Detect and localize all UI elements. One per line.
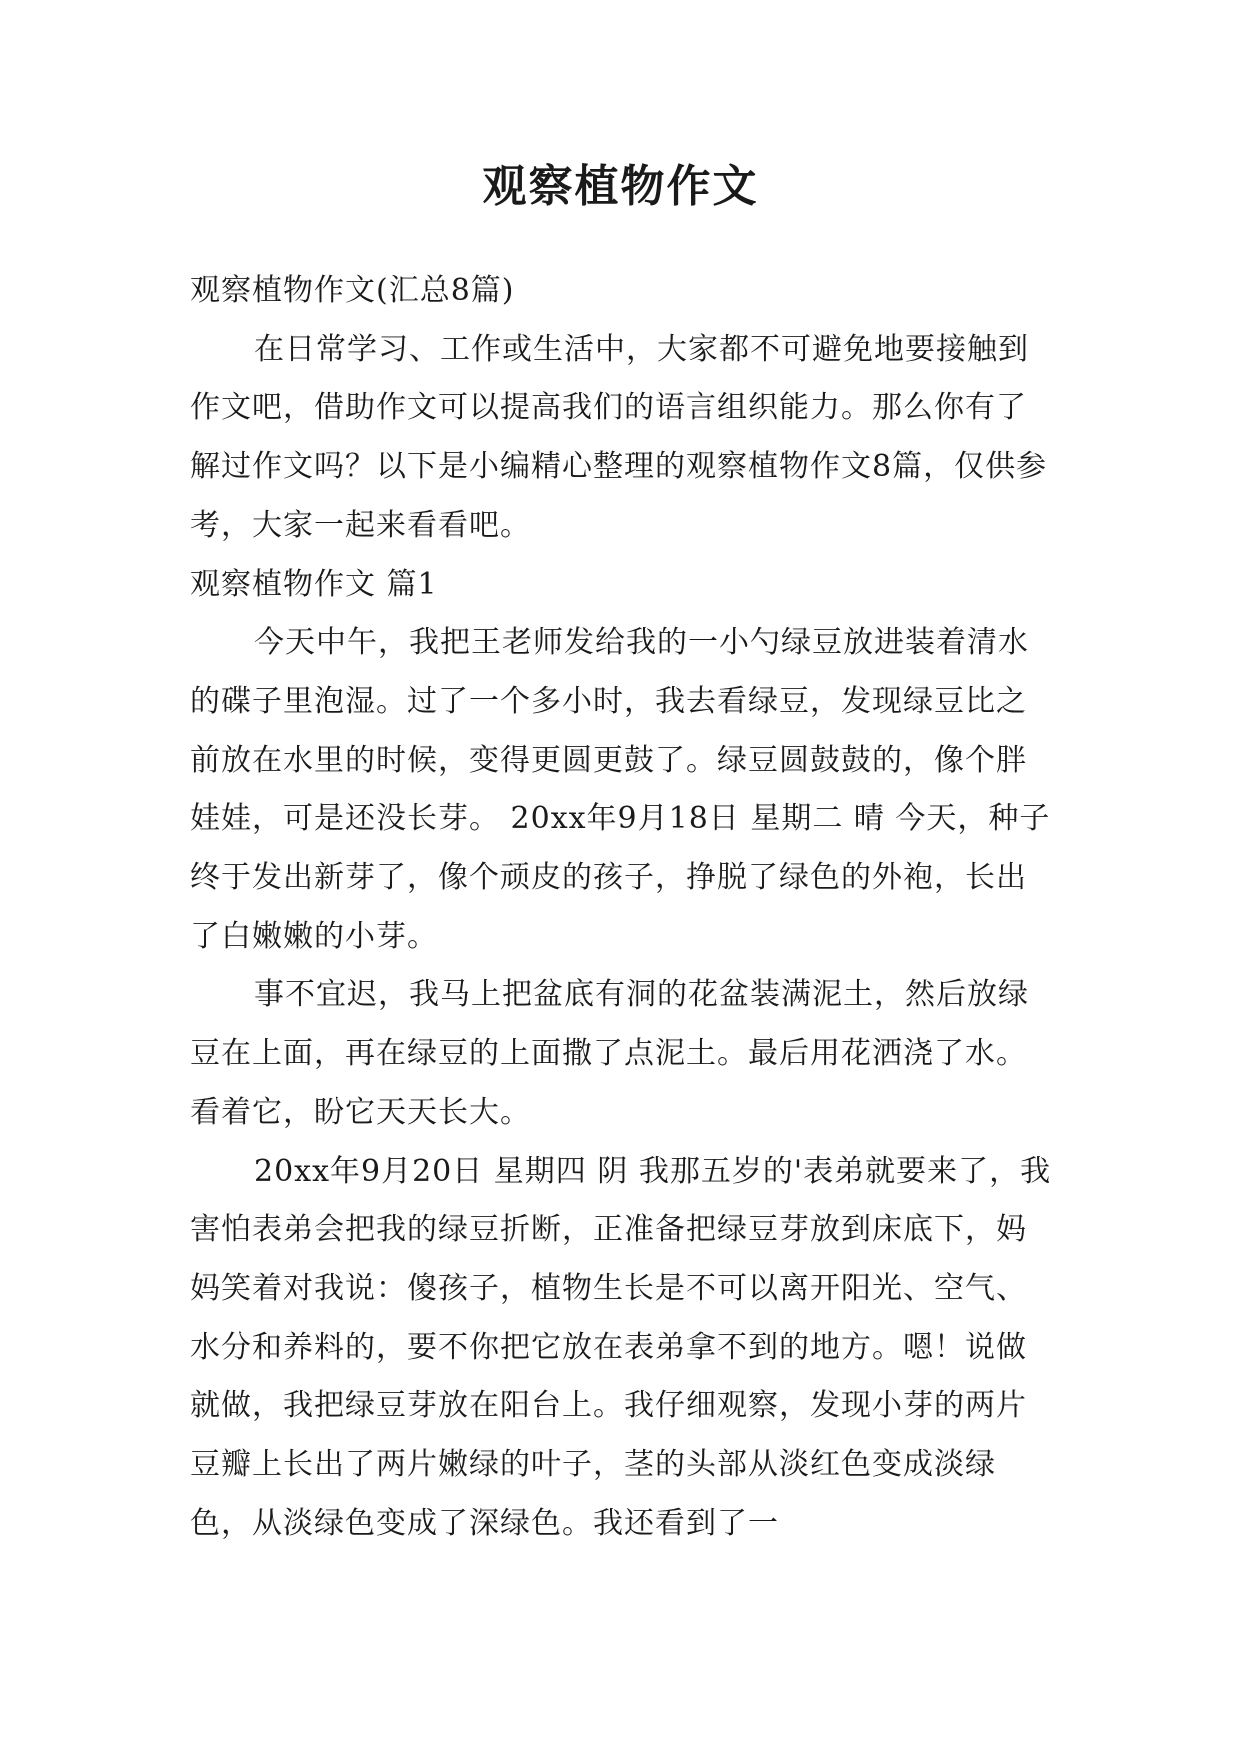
- intro-paragraph: 在日常学习、工作或生活中，大家都不可避免地要接触到作文吧，借助作文可以提高我们的语言组织能力。那么你有了解过作文吗？以下是小编精心整理的观察植物作文8篇，仅供参考，大家一起来看看吧。: [190, 331, 1048, 543]
- body-paragraph: 事不宜迟，我马上把盆底有洞的花盆装满泥土，然后放绿豆在上面，再在绿豆的上面撒了点泥土。最后用花洒浇了水。看着它，盼它天天长大。: [190, 977, 1029, 1130]
- section-heading: 观察植物作文 篇1: [190, 566, 438, 602]
- body-paragraph: 今天中午，我把王老师发给我的一小勺绿豆放进装着清水的碟子里泡湿。过了一个多小时，我去看绿豆，发现绿豆比之前放在水里的时候，变得更圆更鼓了。绿豆圆鼓鼓的，像个胖娃娃，可是还没长芽。 20xx年9月18日 星期二 晴 今天，种子终于发出新芽了，像个顽皮的孩子，挣脱了绿色的外袍，长出了白嫩嫩的小芽。: [190, 625, 1051, 954]
- subtitle-paragraph: 观察植物作文(汇总8篇): [190, 273, 515, 308]
- document-title: 观察植物作文: [482, 161, 759, 212]
- document-body: [190, 262, 1052, 1553]
- body-paragraph: 20xx年9月20日 星期四 阴 我那五岁的'表弟就要来了，我害怕表弟会把我的绿豆折断，正准备把绿豆芽放到床底下，妈妈笑着对我说：傻孩子，植物生长是不可以离开阳光、空气、水分和养料的，要不你把它放在表弟拿不到的地方。嗯！说做就做，我把绿豆芽放在阳台上。我仔细观察，发现小芽的两片豆瓣上长出了两片嫩绿的叶子，茎的头部从淡红色变成淡绿色，从淡绿色变成了深绿色。我还看到了一: [190, 1153, 1052, 1541]
